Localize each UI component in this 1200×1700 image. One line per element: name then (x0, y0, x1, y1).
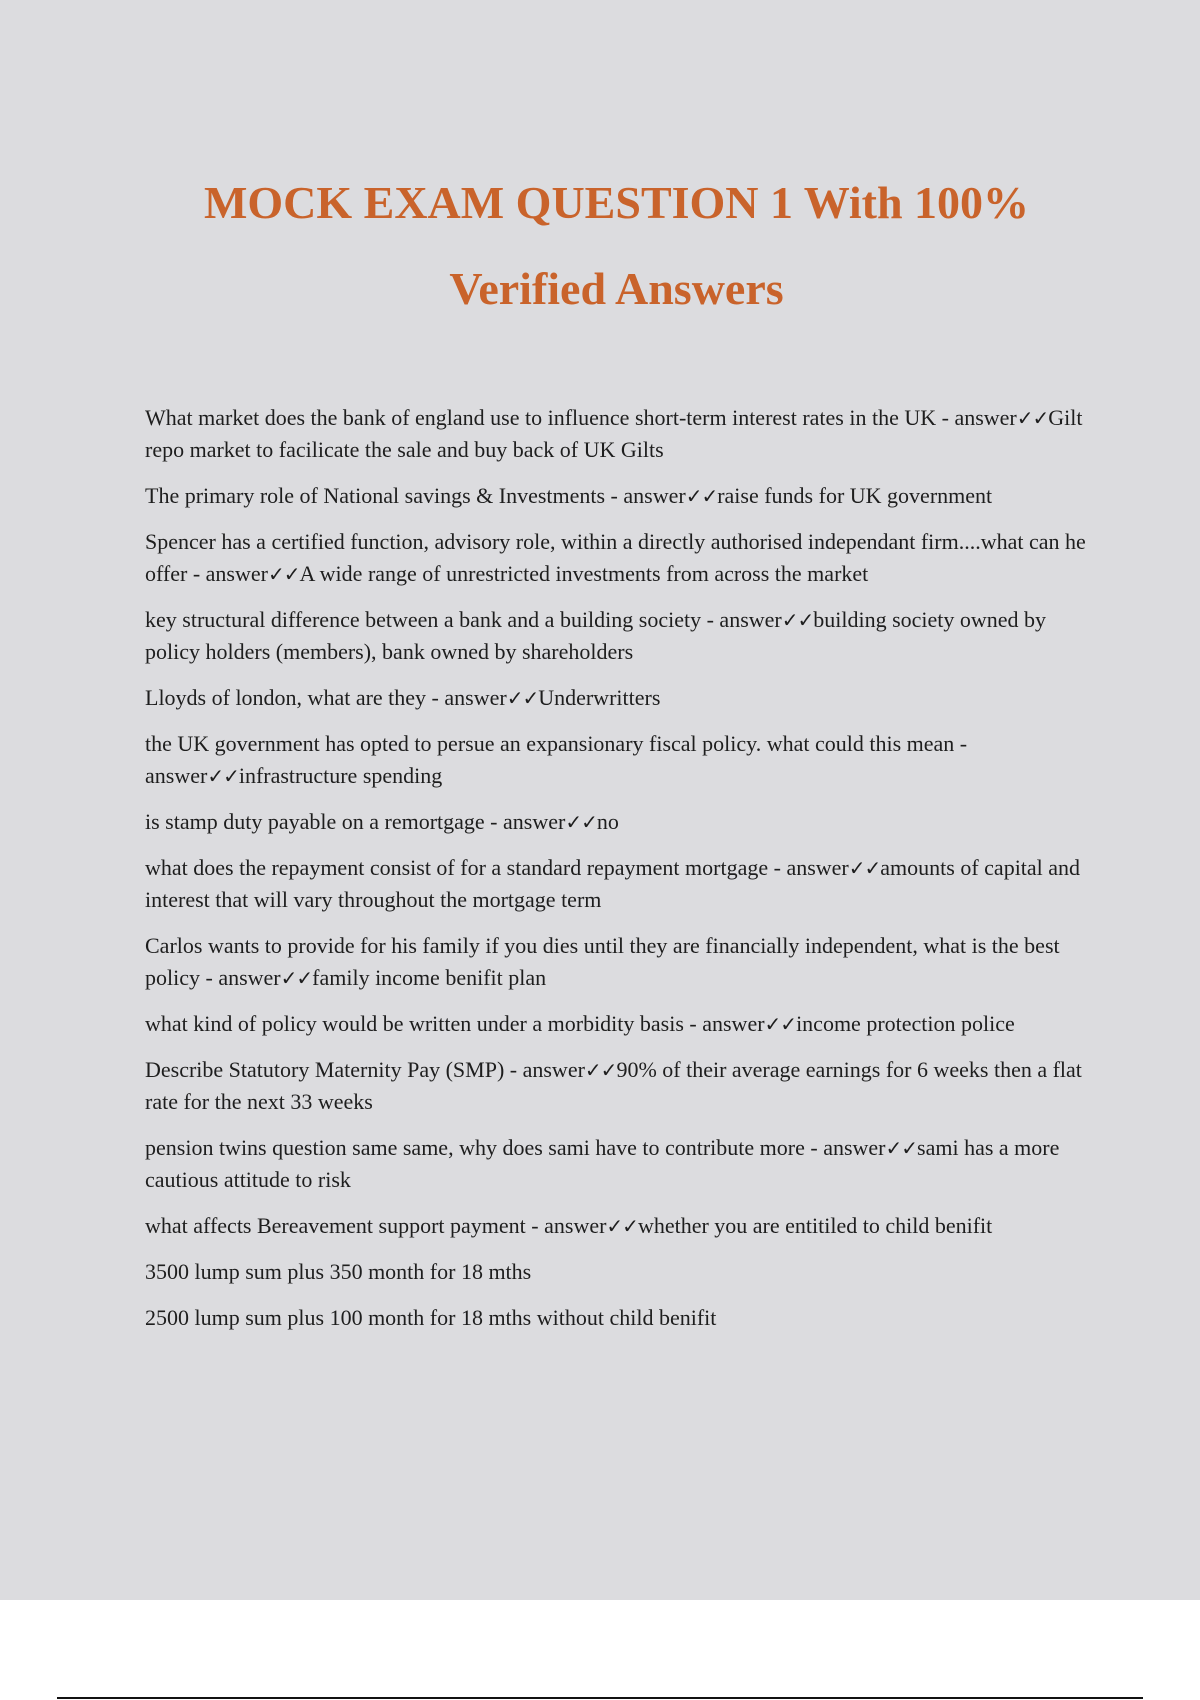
answer-text: whether you are entitiled to child benifit (637, 1213, 993, 1238)
page-title (0, 160, 1200, 332)
check-mark-icon: ✓✓ (1016, 406, 1049, 430)
title-line-2: Verified Answers (449, 263, 784, 314)
qa-item (145, 728, 1090, 792)
question-text: the UK government has opted to persue an expansionary fiscal policy. what could this mean - answer (145, 731, 968, 788)
check-mark-icon: ✓✓ (781, 608, 814, 632)
question-text: The primary role of National savings & Investments - answer (145, 483, 686, 508)
qa-item (145, 604, 1090, 668)
qa-item (145, 526, 1090, 590)
qa-item (145, 806, 1090, 838)
question-text: key structural difference between a bank and a building society - answer (145, 607, 782, 632)
footer-divider (57, 1697, 1143, 1699)
question-text: What market does the bank of england use to influence short-term interest rates in the UK - answer (145, 405, 1017, 430)
qa-item (145, 1132, 1090, 1196)
qa-item (145, 852, 1090, 916)
answer-text: A wide range of unrestricted investments from across the market (299, 561, 869, 586)
qa-item (145, 1054, 1090, 1118)
note-line: 3500 lump sum plus 350 month for 18 mths (145, 1259, 532, 1284)
note-line: 2500 lump sum plus 100 month for 18 mths without child benifit (145, 1305, 717, 1330)
check-mark-icon: ✓✓ (764, 1012, 797, 1036)
answer-text: raise funds for UK government (717, 483, 993, 508)
question-text: what does the repayment consist of for a standard repayment mortgage - answer (145, 855, 849, 880)
check-mark-icon: ✓✓ (848, 856, 881, 880)
check-mark-icon: ✓✓ (280, 966, 313, 990)
check-mark-icon: ✓✓ (207, 764, 239, 788)
qa-item (145, 930, 1090, 994)
answer-text: income protection police (796, 1011, 1015, 1036)
question-text: is stamp duty payable on a remortgage - answer (145, 809, 566, 834)
qa-item (145, 480, 1090, 512)
answer-text: 90% of their average earnings for 6 weeks then a flat rate for the next 33 weeks (145, 1057, 1082, 1114)
question-text: what kind of policy would be written under a morbidity basis - answer (145, 1011, 765, 1036)
check-mark-icon: ✓✓ (267, 562, 300, 586)
check-mark-icon: ✓✓ (506, 686, 539, 710)
question-text: pension twins question same same, why does sami have to contribute more - answer (145, 1135, 886, 1160)
question-text: Spencer has a certified function, advisory role, within a directly authorised independant firm....what can he offer - answer (145, 529, 1086, 586)
check-mark-icon: ✓✓ (685, 484, 718, 508)
question-text: Describe Statutory Maternity Pay (SMP) - answer (145, 1057, 585, 1082)
answer-text: Gilt repo market to facilicate the sale and buy back of UK Gilts (145, 405, 1083, 462)
answer-text: sami has a more cautious attitude to risk (145, 1135, 1060, 1192)
answer-text: no (596, 809, 619, 834)
qa-item (145, 1008, 1090, 1040)
qa-list (145, 402, 1090, 1348)
title-line-1: MOCK EXAM QUESTION 1 With 100% (203, 177, 1030, 228)
check-mark-icon: ✓✓ (606, 1214, 638, 1238)
answer-text: infrastructure spending (238, 763, 443, 788)
answer-text: Underwritters (538, 685, 661, 710)
question-text: what affects Bereavement support payment - answer (145, 1213, 607, 1238)
check-mark-icon: ✓✓ (885, 1136, 918, 1160)
answer-text: family income benifit plan (312, 965, 547, 990)
check-mark-icon: ✓✓ (565, 810, 597, 834)
answer-text: amounts of capital and interest that will vary throughout the mortgage term (145, 855, 1081, 912)
qa-item (145, 682, 1090, 714)
qa-item (145, 1210, 1090, 1242)
check-mark-icon: ✓✓ (584, 1058, 617, 1082)
question-text: Carlos wants to provide for his family if you dies until they are financially independent, what is the best policy - answer (145, 933, 1060, 990)
answer-text: building society owned by policy holders (members), bank owned by shareholders (145, 607, 1047, 664)
question-text: Lloyds of london, what are they - answer (145, 685, 507, 710)
qa-item (145, 402, 1090, 466)
